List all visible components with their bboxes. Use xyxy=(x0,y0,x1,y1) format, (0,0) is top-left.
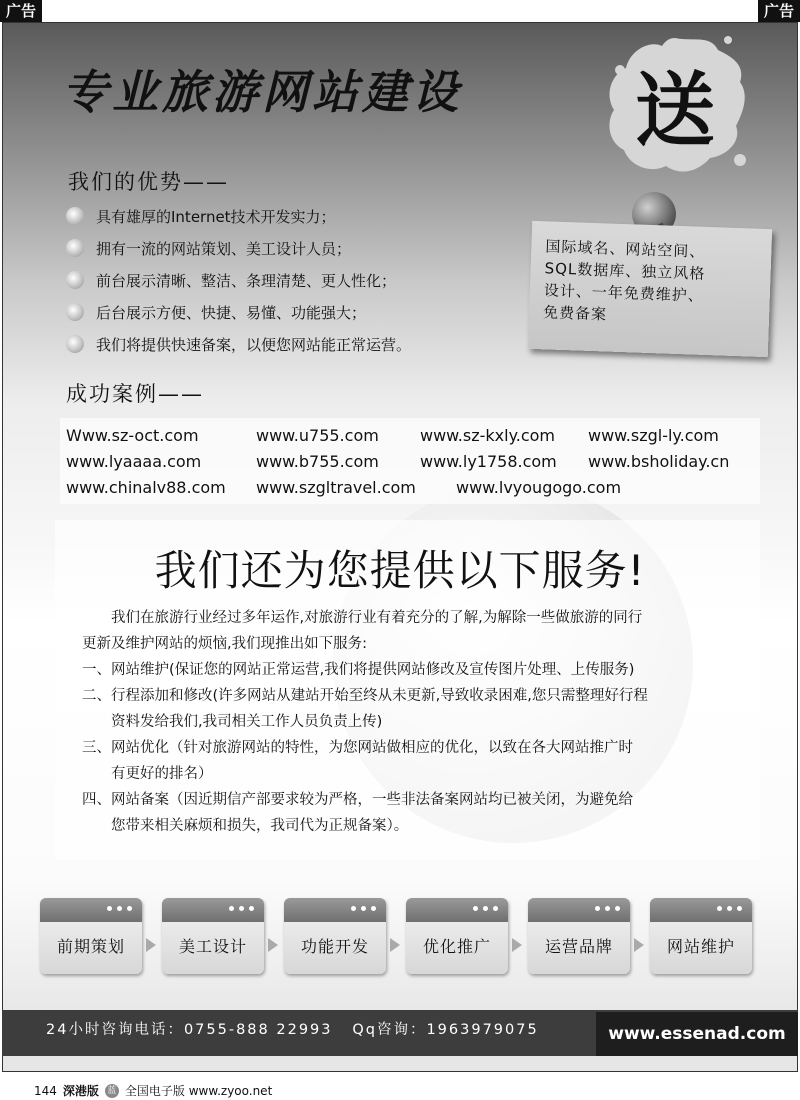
dots-icon xyxy=(595,906,620,911)
advantage-item xyxy=(66,296,411,328)
dots-icon xyxy=(473,906,498,911)
note-line: 国际域名、网站空间、 xyxy=(545,237,706,261)
advantage-text: 具有雄厚的Internet技术开发实力； xyxy=(96,207,336,226)
arrow-right-icon xyxy=(146,938,156,952)
note-line: SQL数据库、独立风格 xyxy=(544,259,706,283)
services-title: 我们还为您提供以下服务! xyxy=(154,546,646,595)
services-line: 更新及维护网站的烦恼,我们现推出如下服务: xyxy=(82,636,367,652)
splat-char: 送 xyxy=(635,63,715,157)
edition-label: 深港版 xyxy=(62,1084,99,1098)
process-step xyxy=(406,898,508,974)
note-line: 设计、一年免费维护、 xyxy=(543,281,705,305)
website-link[interactable]: www.essenad.com xyxy=(596,1012,798,1056)
ad-tag-right: 广告 xyxy=(758,0,800,22)
advantages-heading: 我们的优势—— xyxy=(68,170,229,194)
step-label: 前期策划 xyxy=(56,937,125,956)
case-link[interactable]: www.ly1758.com xyxy=(420,452,557,471)
case-link[interactable]: www.lvyougogo.com xyxy=(456,478,622,497)
bullet-icon xyxy=(66,239,84,257)
case-link[interactable]: Www.sz-oct.com xyxy=(66,426,199,445)
arrow-right-icon xyxy=(512,938,522,952)
services-line: 有更好的排名） xyxy=(82,766,213,782)
page-number: 144 xyxy=(34,1083,57,1098)
dots-icon xyxy=(717,906,742,911)
online-edition: 全国电子版 www.zyoo.net xyxy=(124,1084,273,1098)
dots-icon xyxy=(229,906,254,911)
case-link[interactable]: www.sz-kxly.com xyxy=(420,426,556,445)
note-line: 免费备案 xyxy=(542,303,608,324)
advantage-item xyxy=(66,200,411,232)
case-link[interactable]: www.b755.com xyxy=(256,452,379,471)
services-line: 三、网站优化（针对旅游网站的特性，为您网站做相应的优化，以致在各大网站推广时 xyxy=(82,740,633,756)
bullet-icon xyxy=(66,271,84,289)
process-step xyxy=(650,898,752,974)
offer-note xyxy=(528,221,772,357)
advantage-item xyxy=(66,232,411,264)
services-line: 二、行程添加和修改(许多网站从建站开始至终从未更新,导致收录困难,您只需整理好行程 xyxy=(82,688,648,704)
ad-tag-left: 广告 xyxy=(0,0,42,22)
process-step xyxy=(284,898,386,974)
process-step xyxy=(162,898,264,974)
dots-icon xyxy=(351,906,376,911)
bullet-icon xyxy=(66,335,84,353)
case-link[interactable]: www.szgl-ly.com xyxy=(588,426,719,445)
services-text xyxy=(82,605,732,839)
advantage-text: 后台展示方便、快捷、易懂、功能强大； xyxy=(96,303,367,322)
advantage-item xyxy=(66,264,411,296)
seal-icon: 蓝 xyxy=(105,1084,119,1098)
arrow-right-icon xyxy=(268,938,278,952)
ink-splat-icon xyxy=(600,30,750,180)
process-step xyxy=(40,898,142,974)
advantage-text: 拥有一流的网站策划、美工设计人员； xyxy=(96,239,352,258)
page-footer xyxy=(34,1082,272,1099)
services-line: 一、网站维护(保证您的网站正常运营,我们将提供网站修改及宣传图片处理、上传服务) xyxy=(82,662,635,678)
services-line: 四、网站备案（因近期信产部要求较为严格，一些非法备案网站均已被关闭，为避免给 xyxy=(82,792,633,808)
qq-label: Qq咨询：1963979075 xyxy=(352,1022,539,1038)
contact-info xyxy=(46,1018,539,1039)
dots-icon xyxy=(107,906,132,911)
phone-label: 24小时咨询电话：0755-888 22993 xyxy=(46,1022,333,1038)
bullet-icon xyxy=(66,303,84,321)
services-line: 您带来相关麻烦和损失，我司代为正规备案）。 xyxy=(82,818,409,834)
case-link[interactable]: www.chinalv88.com xyxy=(66,478,226,497)
advantage-text: 我们将提供快速备案，以便您网站能正常运营。 xyxy=(96,335,412,354)
case-link[interactable]: www.u755.com xyxy=(256,426,379,445)
process-step xyxy=(528,898,630,974)
arrow-right-icon xyxy=(634,938,644,952)
case-link[interactable]: www.bsholiday.cn xyxy=(588,452,730,471)
bullet-icon xyxy=(66,207,84,225)
services-line: 我们在旅游行业经过多年运作,对旅游行业有着充分的了解,为解除一些做旅游的同行 xyxy=(82,610,643,626)
advantage-text: 前台展示清晰、整洁、条理清楚、更人性化； xyxy=(96,271,397,290)
advantages-list xyxy=(66,200,411,360)
step-label: 功能开发 xyxy=(300,937,369,956)
ad-title: 专业旅游网站建设 xyxy=(62,65,462,119)
case-link[interactable]: www.lyaaaa.com xyxy=(66,452,202,471)
case-link[interactable]: www.szgltravel.com xyxy=(256,478,416,497)
arrow-right-icon xyxy=(390,938,400,952)
cases-heading: 成功案例—— xyxy=(66,382,204,406)
services-line: 资料发给我们,我司相关工作人员负责上传) xyxy=(82,714,383,730)
step-label: 美工设计 xyxy=(178,937,247,956)
step-label: 运营品牌 xyxy=(544,937,613,956)
advantage-item xyxy=(66,328,411,360)
step-label: 网站维护 xyxy=(666,937,735,956)
step-label: 优化推广 xyxy=(422,937,491,956)
